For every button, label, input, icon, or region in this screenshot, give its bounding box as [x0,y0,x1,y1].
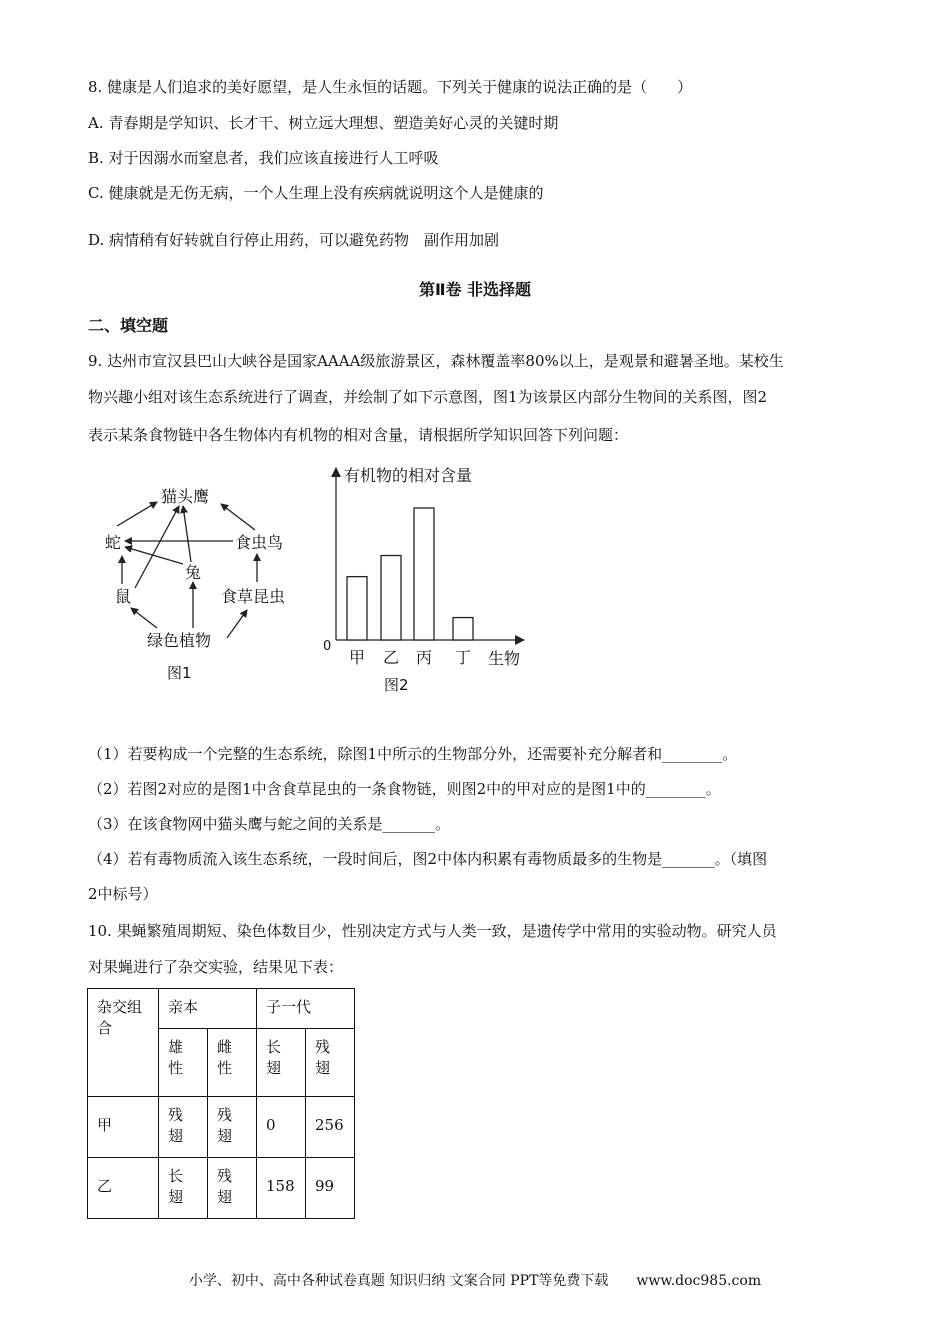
row-male: 残翅 [159,1097,208,1158]
bar-1 [381,556,401,640]
header-offspring: 子一代 [257,989,355,1029]
table-row [88,1097,355,1158]
x-axis-label: 生物 [488,649,521,668]
y-axis-label: 有机物的相对含量 [344,466,473,485]
row-vestigial: 256 [306,1097,355,1158]
arrow-snake-to-owl [117,502,157,526]
row-female: 残翅 [208,1158,257,1219]
node-owl: 猫头鹰 [161,487,210,506]
part2-title: 第Ⅱ卷 非选择题 [418,280,532,299]
origin-label: 0 [323,639,332,654]
tick-label-2: 丙 [415,648,433,667]
bar-3 [453,618,473,640]
bar-0 [347,577,367,640]
header-vestigial-wing: 残翅 [306,1029,355,1097]
organic-matter-bar-chart [318,458,538,698]
row-female: 残翅 [208,1097,257,1158]
fig2-caption: 图2 [384,676,409,694]
header-long-wing: 长翅 [257,1029,306,1097]
q8-option-c: C. 健康就是无伤无病，一个人生理上没有疾病就说明这个人是健康的 [88,184,544,202]
fig1-caption: 图1 [167,664,192,682]
q9-sub-2: （2）若图2对应的是图1中含食草昆虫的一条食物链，则图2中的甲对应的是图1中的________。 [88,780,721,798]
q9-sub-1: （1）若要构成一个完整的生态系统，除图1中所示的生物部分外，还需要补充分解者和________。 [88,745,738,763]
arrow-rabbit-to-snake [125,547,183,564]
q10-stem-line-1: 10. 果蝇繁殖周期短、染色体数目少，性别决定方式与人类一致，是遗传学中常用的实验动物。研究人员 [88,922,777,940]
q8-option-d: D. 病情稍有好转就自行停止用药，可以避免药物 副作用加剧 [88,231,500,249]
node-rabbit: 兔 [185,563,202,582]
arrow-rabbit-to-owl [183,506,191,562]
row-long: 158 [257,1158,306,1219]
food-web-diagram [95,478,305,688]
header-group: 杂交组合 [88,989,159,1097]
tick-label-3: 丁 [454,648,472,667]
q9-stem-line-1: 9. 达州市宣汉县巴山大峡谷是国家AAAA级旅游景区，森林覆盖率80%以上，是观景和避暑圣地。某校生 [88,352,784,370]
arrow-plant-to-mouse [131,608,157,628]
q8-stem: 8. 健康是人们追求的美好愿望，是人生永恒的话题。下列关于健康的说法正确的是（ ） [88,78,693,96]
row-group: 甲 [88,1097,159,1158]
header-female: 雌性 [208,1029,257,1097]
row-long: 0 [257,1097,306,1158]
row-male: 长翅 [159,1158,208,1219]
arrow-plant-to-insect [227,610,247,638]
q9-stem-line-3: 表示某条食物链中各生物体内有机物的相对含量，请根据所学知识回答下列问题： [88,426,629,444]
node-mouse: 鼠 [115,587,132,606]
header-male: 雄性 [159,1029,208,1097]
page-footer: 小学、初中、高中各种试卷真题 知识归纳 文案合同 PPT等免费下载 www.doc985.com [188,1273,762,1289]
arrow-bird-to-owl [221,504,255,530]
node-snake: 蛇 [105,533,122,552]
q8-option-a: A. 青春期是学知识、长才干、树立远大理想、塑造美好心灵的关键时期 [88,114,559,132]
table-row [88,1158,355,1219]
q8-option-b: B. 对于因溺水而窒息者，我们应该直接进行人工呼吸 [88,149,439,167]
header-parent: 亲本 [159,989,257,1029]
q9-sub-3: （3）在该食物网中猫头鹰与蛇之间的关系是_______。 [88,815,451,833]
q10-stem-line-2: 对果蝇进行了杂交实验，结果见下表： [88,958,344,976]
cross-experiment-table [87,988,355,1219]
tick-label-0: 甲 [348,648,366,667]
section2-title: 二、填空题 [88,316,169,335]
bar-2 [414,508,434,640]
q9-sub-4: （4）若有毒物质流入该生态系统，一段时间后，图2中体内积累有毒物质最多的生物是_______。（填图 [88,850,768,868]
row-group: 乙 [88,1158,159,1219]
tick-label-1: 乙 [382,648,400,667]
q9-stem-line-2: 物兴趣小组对该生态系统进行了调查，并绘制了如下示意图，图1为该景区内部分生物间的关系图，图2 [88,388,768,406]
arrow-mouse-to-owl [135,506,179,588]
row-vestigial: 99 [306,1158,355,1219]
node-plant: 绿色植物 [147,631,212,650]
q9-sub-4-cont: 2中标号） [88,885,158,903]
node-insect: 食草昆虫 [221,587,286,606]
node-bird: 食虫鸟 [235,533,284,552]
